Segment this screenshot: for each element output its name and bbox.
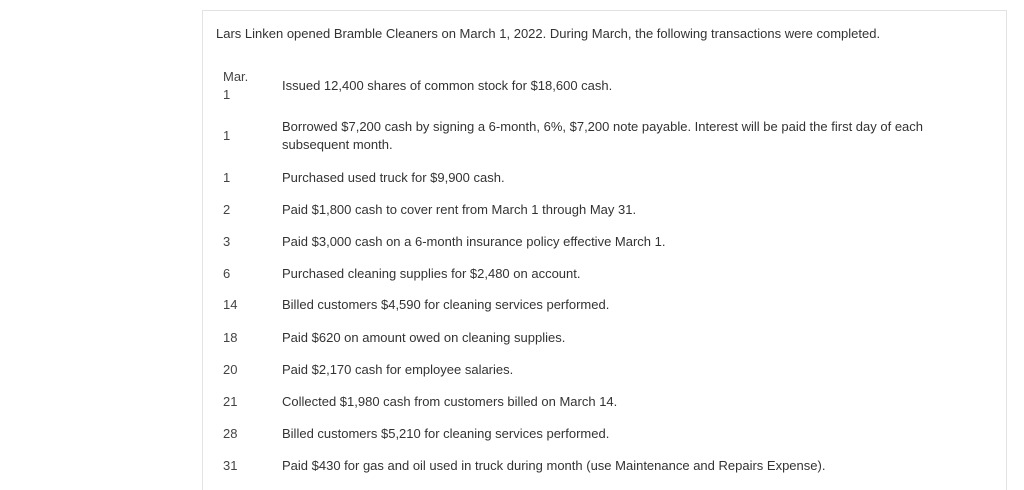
- day-label: 21: [223, 394, 238, 409]
- transaction-description: Billed customers $4,590 for cleaning services performed.: [282, 297, 610, 312]
- problem-panel: [202, 10, 1007, 490]
- day-label: 2: [223, 202, 231, 217]
- day-label: 1: [223, 170, 231, 185]
- day-label: 14: [223, 297, 238, 312]
- transaction-description: Billed customers $5,210 for cleaning services performed.: [282, 426, 610, 441]
- day-label: 6: [223, 266, 231, 281]
- transaction-description: Paid $2,170 cash for employee salaries.: [282, 362, 514, 377]
- day-label: 31: [223, 458, 238, 473]
- transaction-description: Paid $3,000 cash on a 6-month insurance policy effective March 1.: [282, 234, 666, 249]
- transaction-date: [223, 68, 263, 104]
- day-label: 20: [223, 362, 238, 377]
- transaction-description: Borrowed $7,200 cash by signing a 6-month, 6%, $7,200 note payable. Interest will be paid the first day of each subsequent month.: [282, 119, 924, 152]
- transaction-description: Paid $620 on amount owed on cleaning supplies.: [282, 330, 566, 345]
- transaction-description: Purchased used truck for $9,900 cash.: [282, 170, 505, 185]
- month-label: Mar.: [223, 69, 249, 84]
- day-label: 18: [223, 330, 238, 345]
- transaction-description: Paid $430 for gas and oil used in truck during month (use Maintenance and Repairs Expense).: [282, 458, 826, 473]
- transaction-description: Purchased cleaning supplies for $2,480 on account.: [282, 266, 581, 281]
- day-label: 1: [223, 87, 231, 102]
- day-label: 28: [223, 426, 238, 441]
- transaction-description: Paid $1,800 cash to cover rent from March 1 through May 31.: [282, 202, 637, 217]
- day-label: 1: [223, 128, 231, 143]
- day-label: 3: [223, 234, 231, 249]
- problem-intro: Lars Linken opened Bramble Cleaners on March 1, 2022. During March, the following transactions were completed.: [216, 26, 881, 41]
- transaction-description: Issued 12,400 shares of common stock for $18,600 cash.: [282, 78, 613, 93]
- transaction-description: Collected $1,980 cash from customers billed on March 14.: [282, 394, 618, 409]
